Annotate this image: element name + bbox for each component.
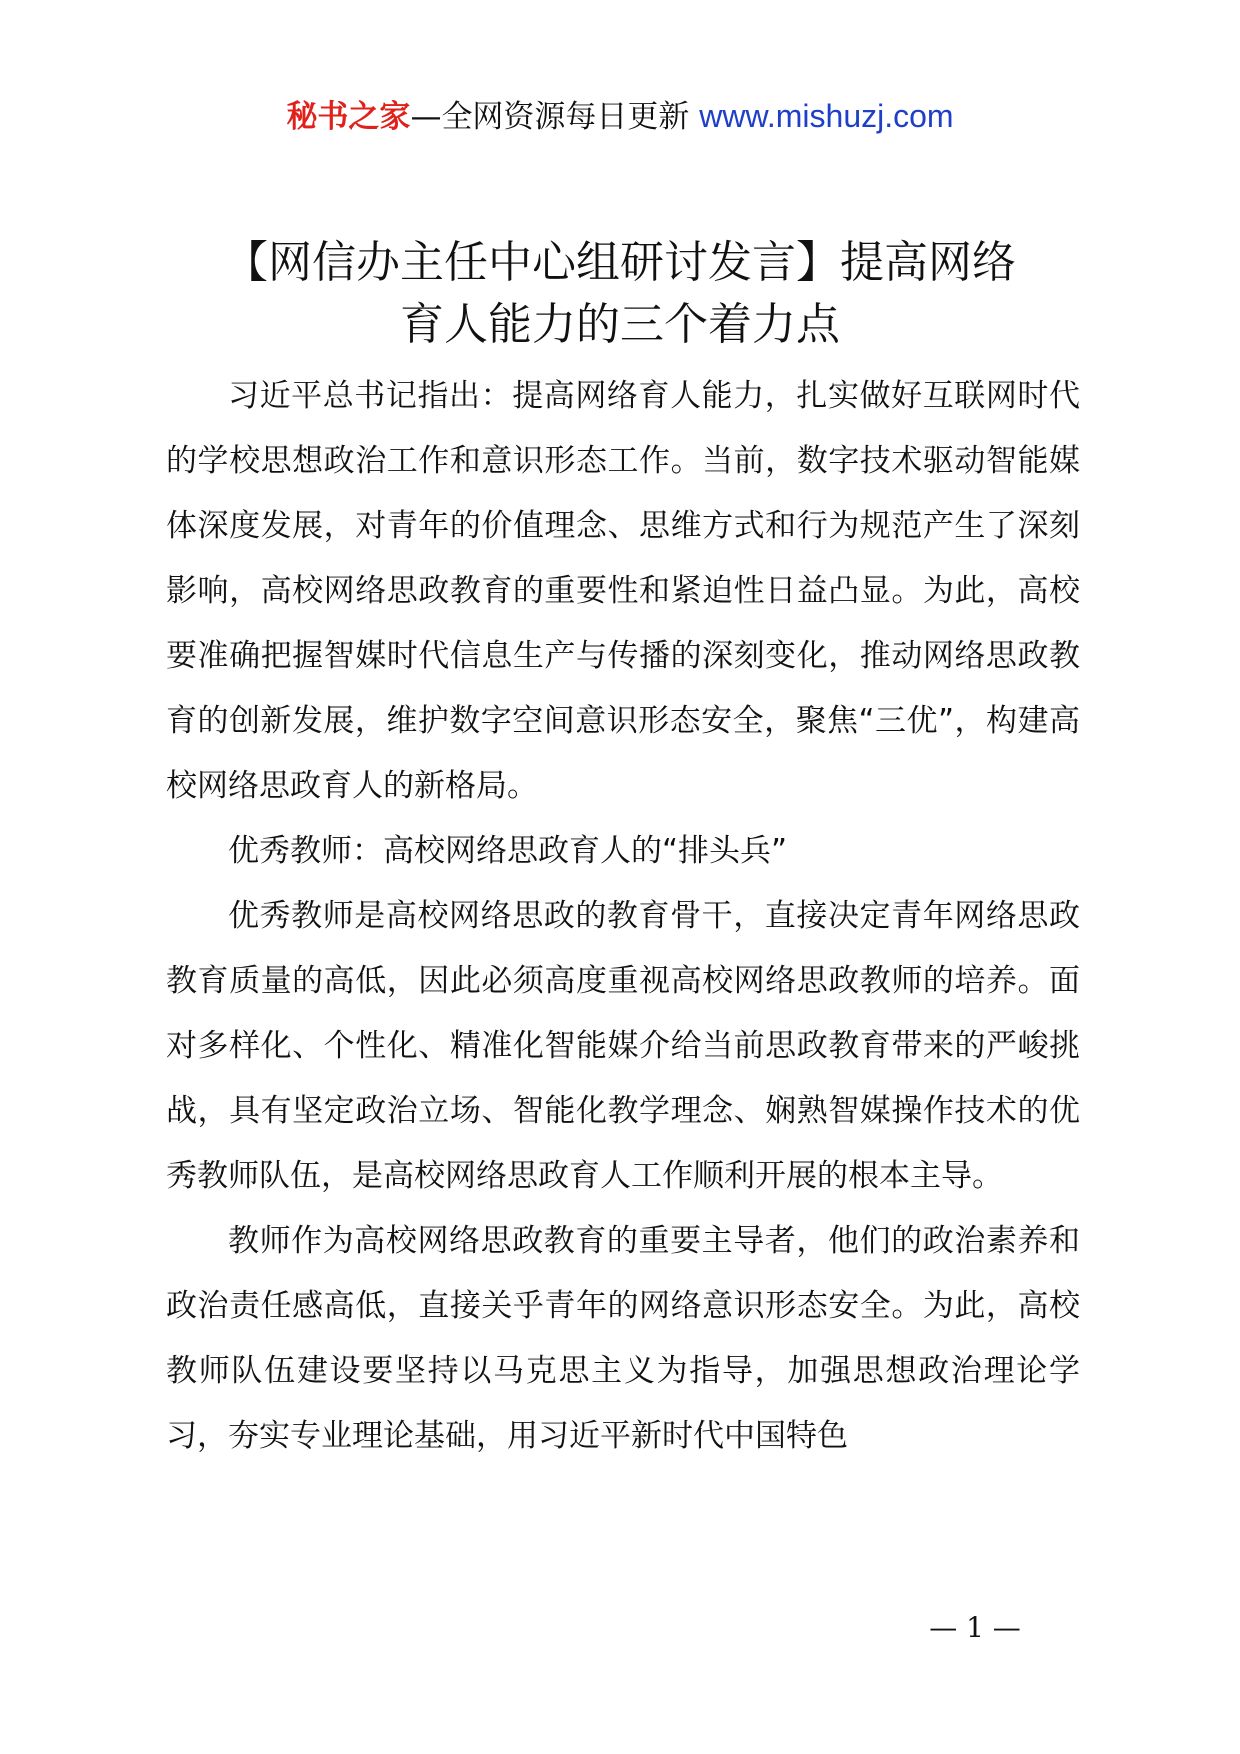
site-header [0, 96, 1240, 137]
section-heading-excellent-teachers: 优秀教师：高校网络思政育人的“排头兵” [228, 833, 788, 869]
paragraph-teachers-political: 教师作为高校网络思政教育的重要主导者，他们的政治素养和政治责任感高低，直接关乎青年的网络意识形态安全。为此，高校教师队伍建设要坚持以马克思主义为指导，加强思想政治理论学习，夯实专业理论基础，用习近平新时代中国特色 [166, 1223, 1080, 1454]
page-number: — 1 — [929, 1611, 1021, 1644]
site-url-link[interactable]: www.mishuzj.com [699, 98, 954, 134]
document-body [166, 364, 1080, 1469]
paragraph-teachers-role: 优秀教师是高校网络思政的教育骨干，直接决定青年网络思政教育质量的高低，因此必须高度重视高校网络思政教师的培养。面对多样化、个性化、精准化智能媒介给当前思政教育带来的严峻挑战，具有坚定政治立场、智能化教学理念、娴熟智媒操作技术的优秀教师队伍，是高校网络思政育人工作顺利开展的根本主导。 [166, 898, 1080, 1194]
site-slogan: —全网资源每日更新 [410, 99, 690, 135]
title-line-2: 育人能力的三个着力点 [400, 299, 840, 350]
title-line-1: 【网信办主任中心组研讨发言】提高网络 [224, 237, 1016, 288]
paragraph-intro: 习近平总书记指出：提高网络育人能力，扎实做好互联网时代的学校思想政治工作和意识形态工作。当前，数字技术驱动智能媒体深度发展，对青年的价值理念、思维方式和行为规范产生了深刻影响，高校网络思政教育的重要性和紧迫性日益凸显。为此，高校要准确把握智媒时代信息生产与传播的深刻变化，推动网络思政教育的创新发展，维护数字空间意识形态安全，聚焦“三优”，构建高校网络思政育人的新格局。 [166, 378, 1080, 804]
document-title [165, 232, 1075, 356]
site-brand: 秘书之家 [286, 99, 411, 135]
